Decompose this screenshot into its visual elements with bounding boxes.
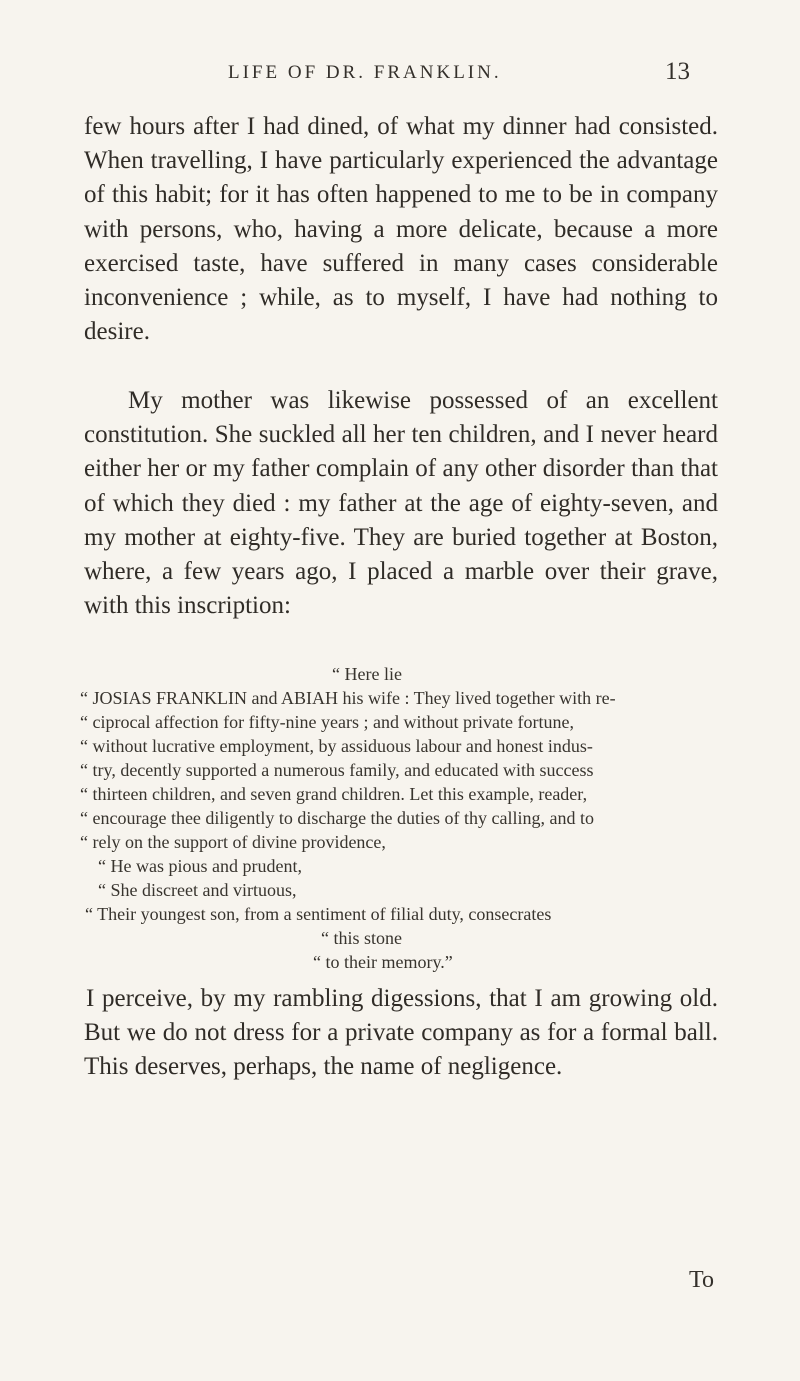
inscription-line: “ ciprocal affection for fifty-nine years ; and without private fortune,: [80, 712, 574, 732]
inscription-line: “ without lucrative employment, by assiduous labour and honest indus-: [80, 736, 593, 756]
inscription-line: “ JOSIAS FRANKLIN and ABIAH his wife : They lived together with re-: [80, 688, 616, 708]
inscription-line: “ rely on the support of divine providence,: [80, 832, 386, 852]
paragraph-dinner-habit: few hours after I had dined, of what my dinner had consisted. When travelling, I have particularly experienced the advantage of this habit; for it has often happened to me to be in company with persons, who, having a more delicate, because a more exercised taste, have suffered in many cases considerable inconvenience ; while, as to myself, I have had nothing to desire.: [84, 113, 718, 346]
paragraph-rambling-digressions: I perceive, by my rambling digessions, that I am growing old. But we do not dress for a private company as for a formal ball. This deserves, perhaps, the name of negligence.: [84, 985, 718, 1081]
running-title: LIFE OF DR. FRANKLIN.: [228, 62, 502, 83]
inscription-line: “ thirteen children, and seven grand children. Let this example, reader,: [80, 784, 588, 804]
catchword: To: [689, 1267, 714, 1293]
inscription-line: “ try, decently supported a numerous family, and educated with success: [80, 760, 594, 780]
grave-inscription: [80, 662, 740, 974]
paragraph-mother-constitution: My mother was likewise possessed of an excellent constitution. She suckled all her ten children, and I never heard either her or my father complain of any other disorder than that of which they died : my father at the age of eighty-seven, and my mother at eighty-five. They are buried together at Boston, where, a few years ago, I placed a marble over their grave, with this inscription:: [84, 387, 718, 620]
inscription-line: “ Here lie: [332, 664, 402, 684]
inscription-line: “ Their youngest son, from a sentiment of filial duty, consecrates: [85, 904, 552, 924]
inscription-line: “ this stone: [321, 928, 402, 948]
inscription-line: “ encourage thee diligently to discharge the duties of thy calling, and to: [80, 808, 595, 828]
page-number: 13: [665, 58, 690, 85]
inscription-line: “ He was pious and prudent,: [98, 856, 302, 876]
inscription-line: “ to their memory.”: [313, 952, 453, 972]
inscription-line: “ She discreet and virtuous,: [98, 880, 297, 900]
